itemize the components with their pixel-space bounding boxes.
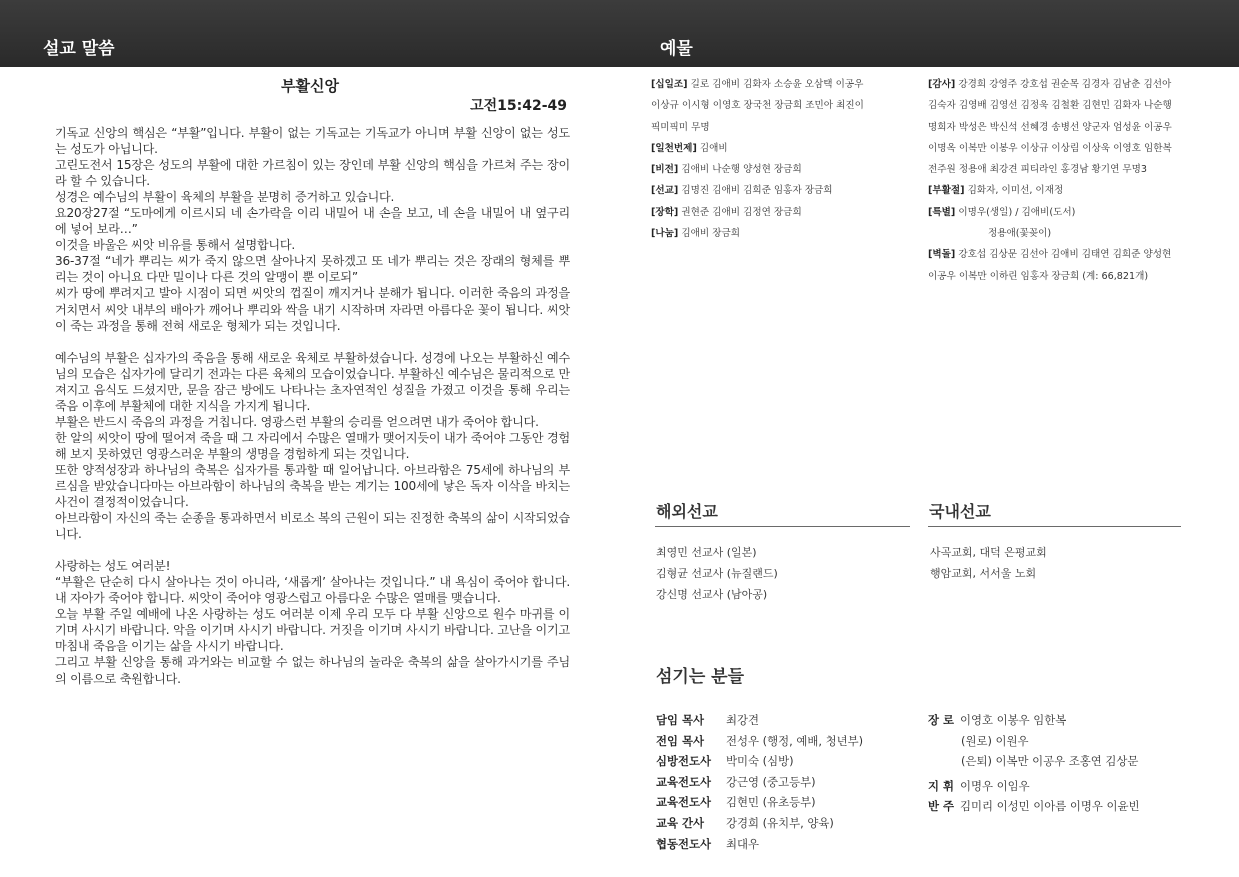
offering-names: 이명옥 이복만 이봉우 이상규 이상림 이상욱 이영호 임한복 — [928, 142, 1172, 154]
missionary-item: 강신명 선교사 (남아공) — [656, 588, 768, 601]
staff-row — [656, 710, 863, 731]
staff-role: 전임 목사 — [656, 733, 704, 748]
offering-line — [651, 202, 864, 223]
offering-line — [651, 117, 864, 138]
offering-line — [928, 223, 1172, 244]
accompanist-names: 김미리 이성민 이아름 이명우 이윤빈 — [959, 799, 1140, 814]
conductor-names: 이명우 이임우 — [959, 778, 1030, 793]
elder-names: 이영호 이봉우 임한복 — [959, 713, 1067, 727]
staff-name: 최대우 — [726, 836, 760, 851]
offering-names: 김화자, 이미선, 이재정 — [964, 185, 1064, 197]
offering-category: [십일조] — [651, 79, 688, 90]
missionary-item: 최영민 선교사 (일본) — [656, 546, 757, 559]
offering-names: 이공우 이복만 이하린 임홍자 장금희 (계: 66,821개) — [928, 270, 1149, 282]
offering-line — [928, 202, 1172, 223]
sermon-paragraph: 씨가 땅에 뿌려지고 발아 시점이 되면 씨앗의 껍질이 깨지거나 분해가 됩니다. 이러한 죽음의 과정을 거치면서 씨앗 내부의 배아가 깨어나 뿌리와 싹을 내기 시작하며 자라면 아름다운 꽃이 됩니다. 씨앗이 죽는 과정을 통해 전혀 새로운 형체가 되는 것입니다. — [55, 286, 570, 333]
missionary-item: 김형균 선교사 (뉴질랜드) — [656, 567, 778, 580]
staff-name: 박미숙 (심방) — [726, 754, 794, 769]
offering-line — [651, 223, 864, 244]
staff-row — [656, 731, 863, 752]
elder-role-label: 장 로 — [928, 713, 954, 727]
sermon-paragraph: 36-37절 “네가 뿌리는 씨가 죽지 않으면 살아나지 못하겠고 또 네가 뿌리는 것은 장래의 형체를 뿌리는 것이 아니요 다만 밀이나 다른 것의 알맹이 뿐 이로되” — [55, 254, 570, 285]
sermon-paragraph: 사랑하는 성도 여러분! — [55, 559, 171, 574]
servants-heading: 섬기는 분들 — [656, 667, 745, 687]
sermon-paragraph: 고린도전서 15장은 성도의 부활에 대한 가르침이 있는 장인데 부활 신앙의 핵심을 가르쳐 주는 장이라 할 수 있습니다. — [55, 158, 570, 189]
sermon-paragraph: 그리고 부활 신앙을 통해 과거와는 비교할 수 없는 하나님의 놀라운 축복의 삶을 살아가시기를 주님의 이름으로 축원합니다. — [55, 655, 570, 686]
offering-category: [부활절] — [928, 185, 965, 197]
header-bar — [0, 0, 1239, 67]
overseas-missions-heading: 해외선교 — [656, 502, 718, 521]
staff-name: 강근영 (중고등부) — [726, 774, 816, 789]
staff-name: 전성우 (행정, 예배, 청년부) — [726, 733, 864, 748]
staff-role: 교육전도사 — [656, 795, 712, 810]
offerings-list-right — [928, 74, 1172, 287]
offering-names: 이명우(생일) / 김애비(도서) — [955, 206, 1076, 218]
church-item: 사곡교회, 대덕 은평교회 — [930, 546, 1047, 559]
sermon-paragraph: 예수님의 부활은 십자가의 죽음을 통해 새로운 육체로 부활하셨습니다. 성경에 나오는 부활하신 예수님의 모습은 십자가에 달리기 전과는 다른 육체의 모습이었습니다. 부활하신 예수님은 물리적으로 만져지고 음식도 드셨지만, 문을 잠근 방에도 나타나는 초자연적인 성질을 가졌고 이것을 통해 우리는 죽음 이후에 부활체에 대한 지식을 가지게 됩니다. — [55, 350, 570, 413]
offering-names: 김숙자 김영배 김영선 김정욱 김철환 김현민 김화자 나순행 — [928, 100, 1172, 112]
offering-line — [928, 74, 1172, 95]
offering-names: 이상규 이시형 이영호 장국천 장금희 조민아 최진이 — [651, 100, 864, 112]
offering-line — [928, 244, 1172, 265]
offering-names: 픽미픽미 무명 — [651, 121, 710, 133]
offering-line — [928, 266, 1172, 287]
offering-line — [928, 180, 1172, 201]
church-item: 행암교회, 서서울 노회 — [930, 567, 1037, 580]
accompanist-role-label: 반 주 — [928, 799, 954, 814]
overseas-missions-list — [656, 542, 778, 605]
staff-role: 교육 간사 — [656, 815, 704, 830]
sermon-paragraph: 부활은 반드시 죽음의 과정을 거칩니다. 영광스런 부활의 승리를 얻으려면 내가 죽어야 합니다. — [55, 414, 539, 429]
offering-line — [651, 180, 864, 201]
staff-role: 교육전도사 — [656, 774, 712, 789]
sermon-paragraph: 오늘 부활 주일 예배에 나온 사랑하는 성도 여러분 이제 우리 모두 다 부활 신앙으로 원수 마귀를 이기며 사시기 바랍니다. 악을 이기며 사시기 바랍니다. 거짓을 이기며 사시기 바랍니다. 고난을 이기고 마침내 죽음을 이기는 삶을 사시기 바랍니다. — [55, 607, 570, 654]
offering-names: 김애비 — [696, 142, 728, 154]
staff-name: 강경희 (유치부, 양육) — [726, 815, 834, 830]
offering-names: 김명진 김애비 김희준 임홍자 장금희 — [678, 185, 833, 197]
offering-line — [928, 159, 1172, 180]
sermon-paragraph: 아브라함이 자신의 죽는 순종을 통과하면서 비로소 복의 근원이 되는 진정한 축복의 삶이 시작되었습니다. — [55, 511, 570, 542]
staff-role: 협동전도사 — [656, 836, 712, 851]
offering-line — [928, 117, 1172, 138]
offering-line — [651, 74, 864, 95]
offering-category: [선교] — [651, 185, 679, 197]
sermon-paragraph: 또한 양적성장과 하나님의 축복은 십자가를 통과할 때 일어납니다. 아브라함은 75세에 하나님의 부르심을 받았습니다마는 아브라함이 하나님의 축복을 받는 계기는 100세에 낳은 독자 이삭을 바치는 사건이 결정적이었습니다. — [55, 462, 570, 510]
offerings-list-left — [651, 74, 864, 244]
section-title-offerings: 예물 — [660, 39, 693, 59]
staff-row — [656, 813, 863, 834]
sermon-paragraph: 한 알의 씨앗이 땅에 떨어져 죽을 때 그 자리에서 수많은 열매가 맺어지듯이 내가 죽어야 그동안 경험해 보지 못하였던 영광스러운 부활의 생명을 경험하게 되는 것입니다. — [55, 430, 570, 461]
staff-row — [656, 792, 863, 813]
sermon-paragraph: “부활은 단순히 다시 살아나는 것이 아니라, ‘새롭게’ 살아나는 것입니다.” 내 욕심이 죽어야 합니다. 내 자아가 죽어야 합니다. 씨앗이 죽어야 영광스럽고 아름다운 수많은 열매를 맺습니다. — [55, 575, 570, 606]
offering-line — [651, 159, 864, 180]
conductor-row — [928, 776, 1140, 797]
staff-role: 심방전도사 — [656, 754, 712, 769]
offering-line — [651, 138, 864, 159]
section-title-sermon: 설교 말씀 — [43, 39, 115, 59]
accompanist-row — [928, 796, 1140, 817]
offering-category: [벽돌] — [928, 249, 956, 261]
domestic-missions-list — [930, 542, 1047, 584]
conductor-role-label: 지 휘 — [928, 778, 954, 793]
offering-category: [특별] — [928, 206, 956, 218]
staff-role: 담임 목사 — [656, 713, 704, 727]
offering-names: 권현준 김애비 김정연 장금희 — [678, 206, 802, 218]
staff-name: 최강견 — [726, 713, 760, 727]
elders-list — [928, 710, 1140, 817]
paragraph-gap — [55, 334, 570, 350]
offering-names: 강호섭 김상문 김선아 김애비 김태연 김희준 양성현 — [955, 249, 1172, 261]
offering-line — [651, 95, 864, 116]
offering-names: 강경희 강영주 강호섭 권순목 김경자 김남춘 김선아 — [955, 79, 1172, 90]
divider — [928, 526, 1181, 527]
offering-line — [928, 138, 1172, 159]
domestic-missions-heading: 국내선교 — [929, 502, 991, 521]
offering-names: 김애비 장금희 — [678, 228, 741, 240]
retired-elder-row: (원로) 이원우 — [961, 733, 1029, 748]
offering-category: [나눔] — [651, 228, 679, 240]
sermon-paragraph: 기독교 신앙의 핵심은 “부활”입니다. 부활이 없는 기독교는 기독교가 아니며 부활 신앙이 없는 성도는 성도가 아닙니다. — [55, 126, 570, 157]
sermon-paragraph: 이것을 바울은 씨앗 비유를 통해서 설명합니다. — [55, 238, 296, 253]
sermon-paragraph: 요20장27절 “도마에게 이르시되 네 손가락을 이리 내밀어 내 손을 보고, 네 손을 내밀어 내 옆구리에 넣어 보라…” — [55, 206, 570, 237]
paragraph-gap — [55, 542, 570, 558]
offering-names: 전주원 정용애 최강견 피티라인 홍경남 황기연 무명3 — [928, 164, 1148, 176]
offering-names: 김애비 나순행 양성현 장금희 — [678, 164, 802, 176]
staff-row — [656, 772, 863, 793]
elders-row — [928, 710, 1140, 731]
offering-line — [928, 95, 1172, 116]
sermon-title: 부활신앙 — [281, 77, 339, 95]
staff-name: 김현민 (유초등부) — [726, 795, 816, 810]
offering-names: 길로 김애비 김화자 소승윤 오삼택 이공우 — [687, 79, 864, 90]
staff-row — [656, 751, 863, 772]
emeritus-elder-row: (은퇴) 이복만 이공우 조홍연 김상문 — [961, 754, 1139, 769]
offering-names: 정용애(꽃꽂이) — [988, 228, 1052, 240]
scripture-reference: 고전15:42-49 — [470, 98, 567, 114]
offering-category: [장학] — [651, 206, 679, 218]
staff-list — [656, 710, 863, 854]
offering-category: [감사] — [928, 79, 956, 90]
offering-names: 명희자 박성은 박신석 선혜경 송병선 양군자 엄성윤 이공우 — [928, 121, 1172, 133]
sermon-paragraph: 성경은 예수님의 부활이 육체의 부활을 분명히 증거하고 있습니다. — [55, 190, 395, 205]
staff-row — [656, 834, 863, 855]
sermon-body — [55, 125, 570, 687]
offering-category: [일천번제] — [651, 142, 697, 154]
divider — [655, 526, 910, 527]
offering-category: [비전] — [651, 164, 679, 176]
